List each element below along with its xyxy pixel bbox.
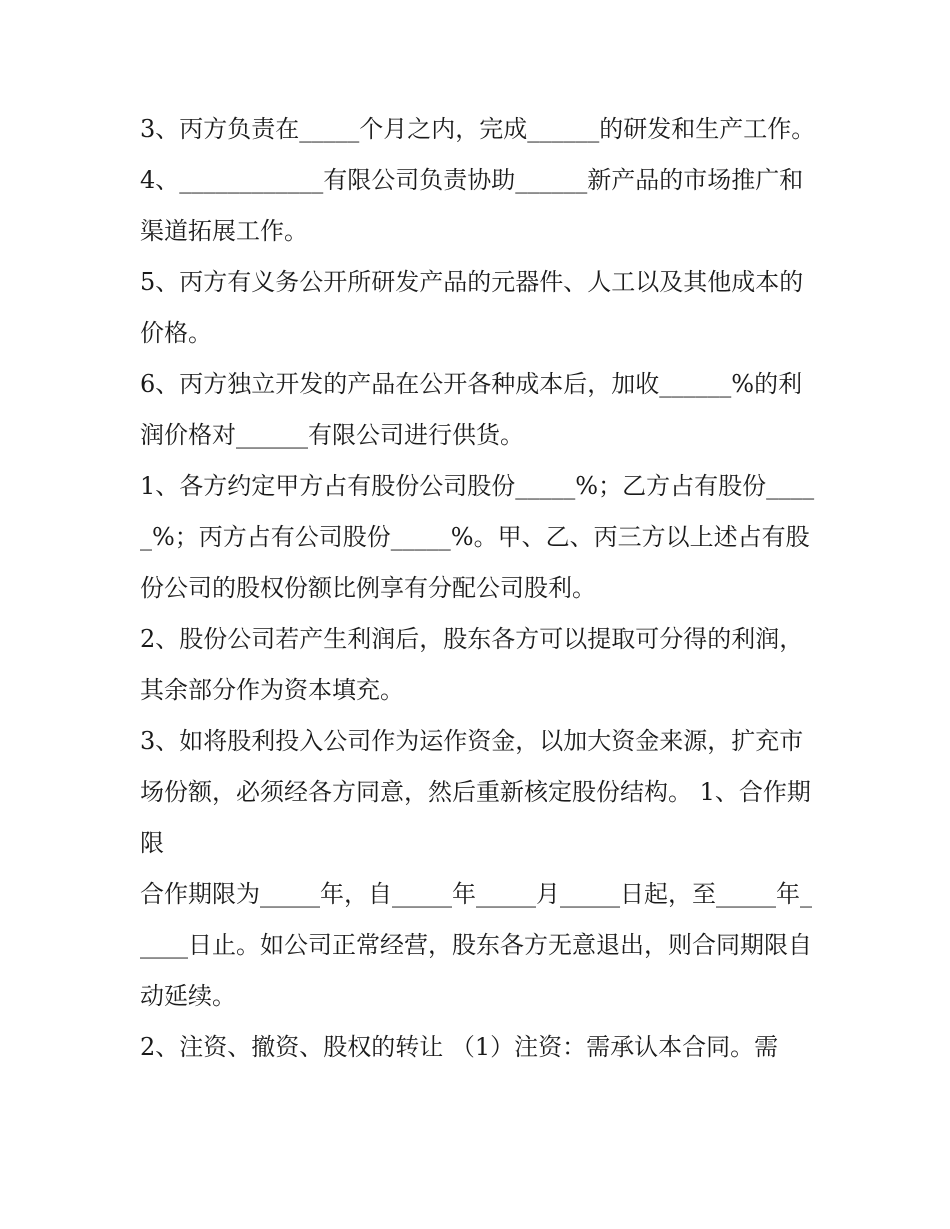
clause-3-rd-production: 3、丙方负责在_____个月之内，完成______的研发和生产工作。 [140,115,816,143]
clause-term-duration: 合作期限为_____年，自_____年_____月_____日起，至_____年_____日止。如公司正常经营，股东各方无意退出，则合同期限自动延续。 [140,880,812,1010]
document-body [140,104,820,1073]
clause-2-capital-changes: 2、注资、撤资、股权的转让 （1）注资：需承认本合同。需 [140,1033,779,1061]
clause-1-share-ratio: 1、各方约定甲方占有股份公司股份_____%；乙方占有股份_____%；丙方占有公司股份_____%。甲、乙、丙三方以上述占有股份公司的股权份额比例享有分配公司股利。 [140,472,815,602]
clause-6-supply-pricing: 6、丙方独立开发的产品在公开各种成本后，加收______%的利润价格对______有限公司进行供货。 [140,370,803,449]
clause-3-dividend-reinvest: 3、如将股利投入公司作为运作资金，以加大资金来源，扩充市场份额，必须经各方同意，然后重新核定股份结构。 1、合作期限 [140,727,811,857]
clause-2-profit-distribution: 2、股份公司若产生利润后，股东各方可以提取可分得的利润，其余部分作为资本填充。 [140,625,804,704]
clause-4-market-promotion: 4、____________有限公司负责协助______新产品的市场推广和渠道拓展工作。 [140,166,804,245]
clause-5-cost-disclosure: 5、丙方有义务公开所研发产品的元器件、人工以及其他成本的价格。 [140,268,804,347]
